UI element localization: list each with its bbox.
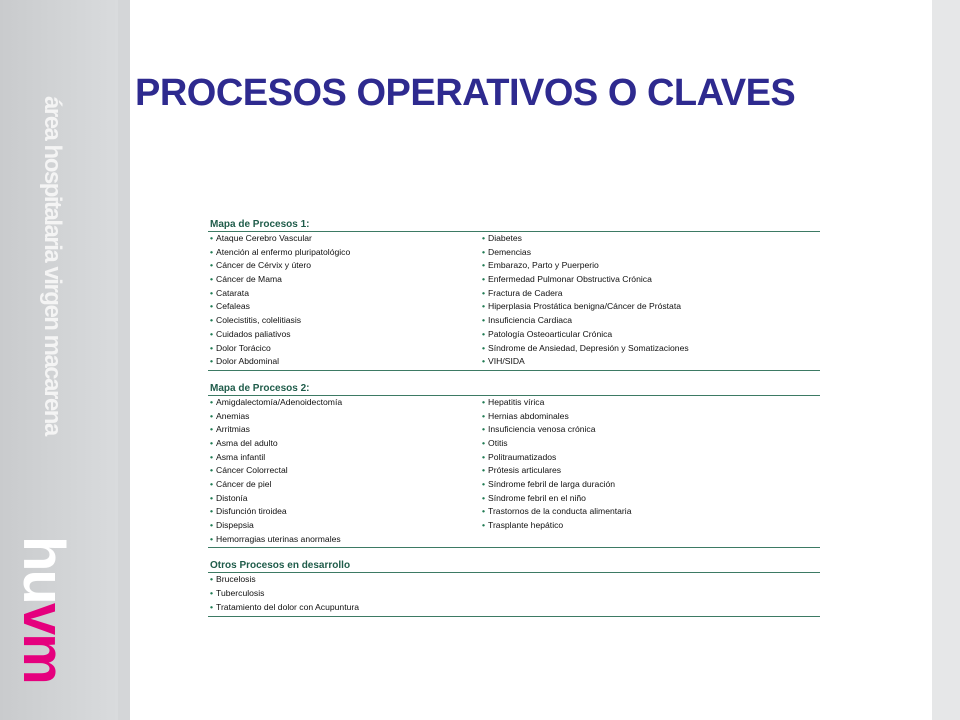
right-border xyxy=(932,0,960,720)
bullet-icon: • xyxy=(210,424,214,435)
list-item xyxy=(208,573,480,587)
list-item xyxy=(480,410,820,424)
bullet-icon: • xyxy=(482,287,486,298)
bullet-icon: • xyxy=(482,246,486,257)
bullet-icon: • xyxy=(482,356,486,367)
list-item-label: Hiperplasia Prostática benigna/Cáncer de Próstata xyxy=(488,301,682,312)
list-item xyxy=(480,396,820,410)
bullet-icon: • xyxy=(482,260,486,271)
list-item xyxy=(480,451,820,465)
list-item-label: Ataque Cerebro Vascular xyxy=(216,233,312,243)
list-item xyxy=(480,573,820,587)
process-table xyxy=(208,218,820,628)
list-item xyxy=(208,246,480,260)
list-item xyxy=(208,396,480,410)
list-item xyxy=(208,273,480,287)
bullet-icon: • xyxy=(482,301,486,312)
list-item xyxy=(480,505,820,519)
bullet-icon: • xyxy=(482,233,486,243)
bullet-icon: • xyxy=(210,328,214,339)
list-item xyxy=(208,314,480,328)
list-item xyxy=(480,328,820,342)
bullet-icon: • xyxy=(210,520,214,531)
list-item xyxy=(480,232,820,246)
bullet-icon: • xyxy=(210,410,214,421)
list-item xyxy=(208,410,480,424)
bullet-icon: • xyxy=(210,274,214,285)
logo-svm: vm xyxy=(11,602,76,683)
list-item xyxy=(480,342,820,356)
list-item xyxy=(480,287,820,301)
list-item-label: Disfunción tiroidea xyxy=(216,506,287,517)
list-item-label: Cuidados paliativos xyxy=(216,328,291,339)
list-item-label: Dolor Torácico xyxy=(216,342,271,353)
list-item xyxy=(208,533,480,547)
list-item-label: Insuficiencia venosa crónica xyxy=(488,424,596,435)
bullet-icon: • xyxy=(210,465,214,476)
list-item-label: Otitis xyxy=(488,437,508,448)
bullet-icon: • xyxy=(482,492,486,503)
list-item xyxy=(208,437,480,451)
list-item-label: Síndrome febril de larga duración xyxy=(488,479,616,489)
bullet-icon: • xyxy=(482,342,486,353)
bullet-icon: • xyxy=(482,424,486,435)
list-item xyxy=(208,423,480,437)
list-item xyxy=(480,533,820,547)
process-section xyxy=(208,382,820,549)
bullet-icon: • xyxy=(210,233,214,243)
bullet-icon: • xyxy=(210,301,214,312)
list-item xyxy=(480,300,820,314)
list-item-label: Cáncer de Mama xyxy=(216,274,282,285)
list-item-label: VIH/SIDA xyxy=(488,356,525,367)
list-item-label: Dispepsia xyxy=(216,520,254,531)
list-item-label: Cáncer de piel xyxy=(216,479,272,489)
logo-hu: hu xyxy=(11,536,76,603)
list-item-label: Brucelosis xyxy=(216,574,256,585)
list-item-label: Demencias xyxy=(488,246,532,257)
bullet-icon: • xyxy=(482,465,486,476)
hospital-logo xyxy=(11,536,76,683)
bullet-icon: • xyxy=(482,328,486,339)
list-item-label: Amigdalectomía/Adenoidectomía xyxy=(216,396,343,407)
section-heading: Otros Procesos en desarrollo xyxy=(208,559,820,573)
bullet-icon: • xyxy=(482,451,486,462)
list-item xyxy=(208,601,480,615)
process-section xyxy=(208,218,820,371)
bullet-icon: • xyxy=(482,520,486,531)
list-item xyxy=(480,437,820,451)
bullet-icon: • xyxy=(210,492,214,503)
list-item-label: Hemorragias uterinas anormales xyxy=(216,533,341,544)
list-item xyxy=(480,246,820,260)
sidebar-vertical-text: área hospitalaria virgen macarena xyxy=(39,96,66,435)
list-item xyxy=(208,300,480,314)
process-list xyxy=(208,573,820,616)
list-item xyxy=(480,314,820,328)
list-item xyxy=(480,519,820,533)
section-heading: Mapa de Procesos 1: xyxy=(208,218,820,232)
list-item-label: Cáncer Colorrectal xyxy=(216,465,288,476)
process-section xyxy=(208,559,820,616)
list-item-label: Atención al enfermo pluripatológico xyxy=(216,246,351,257)
list-item-label: Insuficiencia Cardiaca xyxy=(488,315,573,326)
bullet-icon: • xyxy=(210,479,214,489)
list-item xyxy=(208,451,480,465)
bullet-icon: • xyxy=(210,356,214,367)
list-item xyxy=(208,232,480,246)
list-item xyxy=(480,273,820,287)
bullet-icon: • xyxy=(210,506,214,517)
bullet-icon: • xyxy=(210,574,214,585)
list-item-label: Asma del adulto xyxy=(216,437,278,448)
bullet-icon: • xyxy=(482,410,486,421)
bullet-icon: • xyxy=(210,342,214,353)
list-item-label: Dolor Abdominal xyxy=(216,356,280,367)
list-item-label: Arritmias xyxy=(216,424,250,435)
list-item xyxy=(480,492,820,506)
list-item xyxy=(208,492,480,506)
list-item xyxy=(208,259,480,273)
list-item-label: Síndrome de Ansiedad, Depresión y Somatizaciones xyxy=(488,342,689,353)
bullet-icon: • xyxy=(210,246,214,257)
process-list xyxy=(208,232,820,371)
list-item-label: Hernias abdominales xyxy=(488,410,569,421)
list-item xyxy=(208,287,480,301)
list-item-label: Síndrome febril en el niño xyxy=(488,492,586,503)
bullet-icon: • xyxy=(210,396,214,407)
list-item-label: Distonía xyxy=(216,492,248,503)
list-item-label: Cáncer de Cérvix y útero xyxy=(216,260,312,271)
list-item-label: Colecistitis, colelitiasis xyxy=(216,315,302,326)
bullet-icon: • xyxy=(210,601,214,612)
bullet-icon: • xyxy=(210,260,214,271)
bullet-icon: • xyxy=(482,506,486,517)
list-item xyxy=(208,355,480,369)
list-item-label: Trastornos de la conducta alimentaria xyxy=(488,506,632,517)
list-item xyxy=(480,355,820,369)
list-item xyxy=(480,478,820,492)
list-item-label: Hepatitis vírica xyxy=(488,396,545,407)
bullet-icon: • xyxy=(210,588,214,599)
list-item xyxy=(208,342,480,356)
list-item xyxy=(208,505,480,519)
list-item-label: Tratamiento del dolor con Acupuntura xyxy=(216,601,360,612)
list-item xyxy=(480,423,820,437)
list-item xyxy=(480,259,820,273)
list-item-label: Politraumatizados xyxy=(488,451,557,462)
list-item xyxy=(208,519,480,533)
bullet-icon: • xyxy=(210,533,214,544)
bullet-icon: • xyxy=(210,451,214,462)
bullet-icon: • xyxy=(210,287,214,298)
bullet-icon: • xyxy=(210,437,214,448)
list-item-label: Fractura de Cadera xyxy=(488,287,563,298)
list-item-label: Embarazo, Parto y Puerperio xyxy=(488,260,599,271)
list-item xyxy=(208,464,480,478)
bullet-icon: • xyxy=(210,315,214,326)
list-item xyxy=(208,587,480,601)
page-title: PROCESOS OPERATIVOS O CLAVES xyxy=(135,72,796,114)
list-item-label: Patología Osteoarticular Crónica xyxy=(488,328,613,339)
bullet-icon: • xyxy=(482,315,486,326)
bullet-icon: • xyxy=(482,396,486,407)
bullet-icon: • xyxy=(482,437,486,448)
list-item-label: Enfermedad Pulmonar Obstructiva Crónica xyxy=(488,274,652,285)
section-heading: Mapa de Procesos 2: xyxy=(208,382,820,396)
list-item xyxy=(480,464,820,478)
sidebar xyxy=(0,0,118,720)
list-item-label: Anemias xyxy=(216,410,250,421)
list-item-label: Tuberculosis xyxy=(216,588,265,599)
list-item-label: Asma infantil xyxy=(216,451,266,462)
list-item xyxy=(208,478,480,492)
list-item xyxy=(480,587,820,601)
process-list xyxy=(208,396,820,549)
bullet-icon: • xyxy=(482,479,486,489)
bullet-icon: • xyxy=(482,274,486,285)
list-item-label: Cefaleas xyxy=(216,301,250,312)
list-item-label: Trasplante hepático xyxy=(488,520,564,531)
list-item-label: Catarata xyxy=(216,287,249,298)
list-item-label: Prótesis articulares xyxy=(488,465,562,476)
list-item-label: Diabetes xyxy=(488,233,522,243)
list-item xyxy=(480,601,820,615)
list-item xyxy=(208,328,480,342)
